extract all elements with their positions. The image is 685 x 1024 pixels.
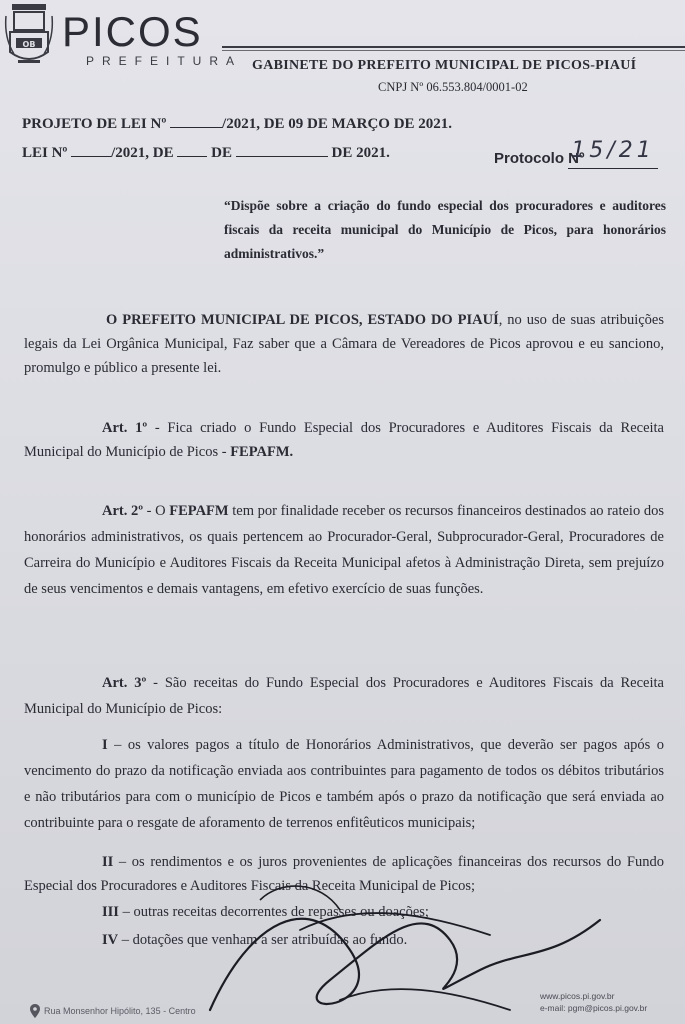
footer-email[interactable]: e-mail: pgm@picos.pi.gov.br <box>540 1003 648 1013</box>
footer-contacts <box>540 990 647 1014</box>
footer-address: Rua Monsenhor Hipólito, 135 - Centro <box>44 1006 196 1016</box>
brand-name: PICOS <box>62 8 203 55</box>
inciso-1 <box>24 732 664 836</box>
ementa: “Dispõe sobre a criação do fundo especial dos procuradores e auditores fiscais da receita municipal do Município de Picos, para honorários administrativos.” <box>224 198 666 261</box>
lei-prefix: LEI Nº <box>22 145 68 161</box>
inciso-1-num: I <box>102 737 108 753</box>
lei-suffix: DE 2021. <box>331 145 390 161</box>
inciso-2-num: II <box>102 854 114 870</box>
municipal-crest-icon <box>4 2 54 72</box>
inciso-4-num: IV <box>102 932 119 948</box>
brand-subtitle: PREFEITURA <box>86 54 243 68</box>
article-1-label: Art. 1º <box>102 420 148 436</box>
office-title: GABINETE DO PREFEITO MUNICIPAL DE PICOS-PIAUÍ <box>252 58 637 73</box>
location-pin-icon <box>30 1004 40 1018</box>
article-2-text-b: tem por finalidade receber os recursos financeiros destinados ao rateio dos honorários administrativos, os quais pertencem ao Procurador-Geral, Subprocurador-Geral, Procuradores de Carreira do Município e Auditores Fiscais da Receita Municipal afetos à Administração Direta, sem prejuízo de seus vencimentos e demais vantagens, em efetivo exercício de suas funções. <box>24 503 664 597</box>
inciso-3-num: III <box>102 904 119 920</box>
inciso-4-text: – dotações que venham a ser atribuídas ao fundo. <box>118 932 408 948</box>
article-3 <box>24 670 664 722</box>
preamble <box>24 308 664 380</box>
lei-mid2: DE <box>211 145 232 161</box>
brand-logo <box>62 10 242 68</box>
svg-text:OB: OB <box>22 40 36 49</box>
cnpj: CNPJ Nº 06.553.804/0001-02 <box>378 80 528 94</box>
inciso-3-text: – outras receitas decorrentes de repasses ou doações; <box>118 904 429 920</box>
header-rule <box>222 46 685 48</box>
protocol-number: 15/21 <box>568 138 658 169</box>
article-3-label: Art. 3º <box>102 675 147 691</box>
lei-number-blank <box>71 143 111 157</box>
lei-mid1: /2021, DE <box>111 145 174 161</box>
article-2-acronym: FEPAFM <box>169 503 229 519</box>
lei-month-blank <box>236 143 328 157</box>
preamble-mayor: O PREFEITO MUNICIPAL DE PICOS, ESTADO DO PIAUÍ <box>106 312 499 328</box>
projeto-prefix: PROJETO DE LEI Nº <box>22 116 167 132</box>
projeto-suffix: /2021, DE 09 DE MARÇO DE 2021. <box>222 116 453 132</box>
article-1 <box>24 416 664 464</box>
protocol-label: Protocolo Nº <box>494 150 585 167</box>
header-rule-thin <box>222 50 685 51</box>
lei-day-blank <box>177 143 207 157</box>
article-2-text-a: - O <box>143 503 170 519</box>
article-1-text: - Fica criado o Fundo Especial dos Procuradores e Auditores Fiscais da Receita Municipal do Município de Picos - <box>24 420 664 460</box>
article-2-label: Art. 2º <box>102 503 144 519</box>
article-3-text: - São receitas do Fundo Especial dos Procuradores e Auditores Fiscais da Receita Municipal do Município de Picos: <box>24 675 664 717</box>
inciso-1-text: – os valores pagos a título de Honorários Administrativos, que deverão ser pagos após o vencimento do prazo da notificação enviada aos contribuintes para pagamento de todos os débitos tributários e não tributários para com o município de Picos e também após o prazo da notificação que será enviada ao contribuinte para o resgate de aforamento de terrenos enfitêuticos municipais; <box>24 737 664 831</box>
lei-line <box>22 143 390 162</box>
projeto-number-blank <box>170 114 222 128</box>
article-2 <box>24 498 664 602</box>
footer-website[interactable]: www.picos.pi.gov.br <box>540 991 615 1001</box>
article-1-acronym: FEPAFM. <box>230 444 294 460</box>
projeto-de-lei-line <box>22 114 452 133</box>
preamble-text: , no uso de suas atribuições legais da Lei Orgânica Municipal, Faz saber que a Câmara de Vereadores de Picos aprovou e eu sanciono, promulgo e público a presente lei. <box>24 312 664 376</box>
inciso-2-text: – os rendimentos e os juros provenientes de aplicações financeiras dos recursos do Fundo Especial dos Procuradores e Auditores Fiscais da Receita Municipal de Picos; <box>24 854 664 894</box>
